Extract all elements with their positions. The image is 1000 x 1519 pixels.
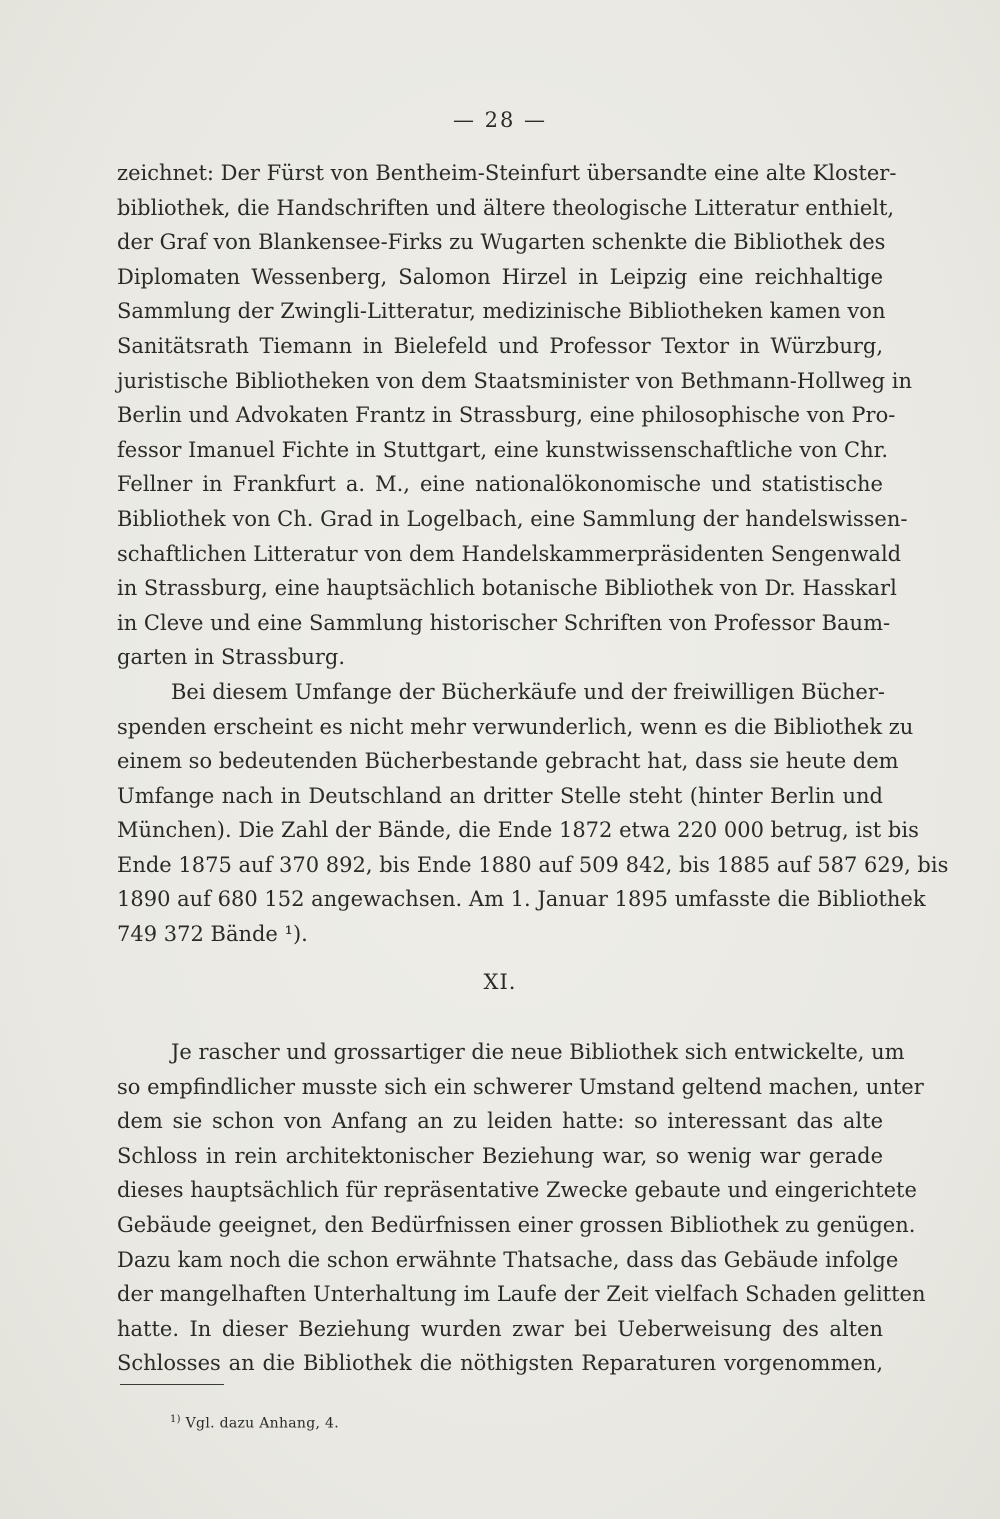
text-line: Bibliothek von Ch. Grad in Logelbach, eine Sammlung der handelswissen- (117, 506, 908, 531)
section-heading: XI. (483, 970, 517, 994)
text-line: dem sie schon von Anfang an zu leiden hatte: so interessant das alte (117, 1109, 883, 1134)
text-line: spenden erscheint es nicht mehr verwunderlich, wenn es die Bibliothek zu (117, 714, 914, 739)
text-line: Gebäude geeignet, den Bedürfnissen einer grossen Bibliothek zu genügen. (117, 1212, 916, 1237)
text-line: hatte. In dieser Beziehung wurden zwar bei Ueberweisung des alten (117, 1316, 883, 1341)
text-line: München). Die Zahl der Bände, die Ende 1872 etwa 220 000 betrug, ist bis (117, 818, 919, 843)
footnote (170, 1414, 339, 1432)
text-line: der mangelhaften Unterhaltung im Laufe der Zeit vielfach Schaden gelitten (117, 1282, 926, 1307)
text-line: in Cleve und eine Sammlung historischer Schriften von Professor Baum- (117, 610, 891, 635)
text-line: Bei diesem Umfange der Bücherkäufe und der freiwilligen Bücher- (171, 679, 885, 704)
text-line: Diplomaten Wessenberg, Salomon Hirzel in Leipzig eine reichhaltige (117, 264, 883, 289)
text-line: schaftlichen Litteratur von dem Handelskammerpräsidenten Sengenwald (117, 541, 902, 566)
text-line: dieses hauptsächlich für repräsentative Zwecke gebaute und eingerichtete (117, 1178, 917, 1203)
text-line: juristische Bibliotheken von dem Staatsminister von Bethmann-Hollweg in (117, 368, 913, 393)
text-line: einem so bedeutenden Bücherbestande gebracht hat, dass sie heute dem (117, 749, 899, 774)
text-line: Umfange nach in Deutschland an dritter Stelle steht (hinter Berlin und (117, 783, 883, 808)
text-line: bibliothek, die Handschriften und ältere theologische Litteratur enthielt, (117, 195, 895, 220)
text-line: so empfindlicher musste sich ein schwerer Umstand geltend machen, unter (117, 1074, 924, 1099)
body-text-bottom (117, 1035, 926, 1381)
text-line: der Graf von Blankensee-Firks zu Wugarten schenkte die Bibliothek des (117, 230, 886, 255)
text-line: Je rascher und grossartiger die neue Bibliothek sich entwickelte, um (171, 1040, 905, 1064)
text-line: in Strassburg, eine hauptsächlich botanische Bibliothek von Dr. Hasskarl (117, 576, 897, 601)
page-number: — 28 — (452, 108, 548, 132)
text-line: Sanitätsrath Tiemann in Bielefeld und Professor Textor in Würzburg, (117, 333, 883, 358)
footnote-text: Vgl. dazu Anhang, 4. (185, 1415, 339, 1432)
text-line: Schloss in rein architektonischer Beziehung war, so wenig war gerade (117, 1143, 883, 1168)
text-line: Berlin und Advokaten Frantz in Strassburg, eine philosophische von Pro- (117, 403, 896, 428)
footnote-mark: 1) (170, 1414, 181, 1425)
text-line: Dazu kam noch die schon erwähnte Thatsache, dass das Gebäude infolge (117, 1247, 899, 1272)
text-line: fessor Imanuel Fichte in Stuttgart, eine kunstwissenschaftliche von Chr. (117, 437, 889, 462)
text-line: Sammlung der Zwingli-Litteratur, medizinische Bibliotheken kamen von (117, 299, 886, 324)
text-line: Schlosses an die Bibliothek die nöthigsten Reparaturen vorgenommen, (117, 1351, 883, 1376)
text-line: garten in Strassburg. (117, 645, 346, 670)
text-line: 749 372 Bände ¹). (117, 922, 308, 947)
text-line: Ende 1875 auf 370 892, bis Ende 1880 auf 509 842, bis 1885 auf 587 629, bis (117, 852, 949, 877)
text-line: Fellner in Frankfurt a. M., eine nationalökonomische und statistische (117, 472, 883, 497)
text-line: zeichnet: Der Fürst von Bentheim-Steinfurt übersandte eine alte Kloster- (117, 161, 897, 185)
text-line: 1890 auf 680 152 angewachsen. Am 1. Januar 1895 umfasste die Bibliothek (117, 887, 926, 912)
footnote-divider (120, 1384, 224, 1385)
body-text-top (117, 156, 949, 952)
